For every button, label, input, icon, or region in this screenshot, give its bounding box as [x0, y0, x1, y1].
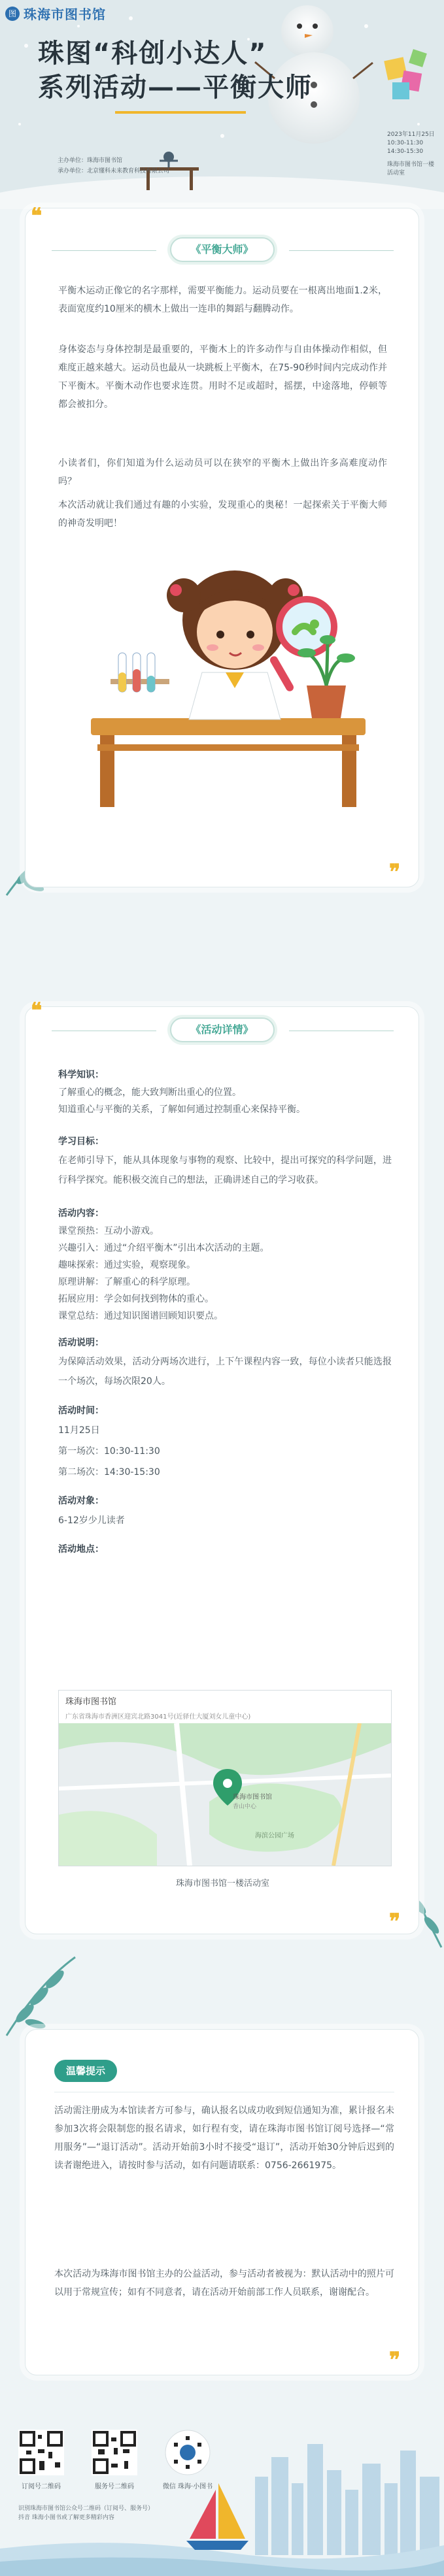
footer-notes [18, 2504, 214, 2522]
page-title [38, 37, 313, 105]
quote-open-icon: ❝ [31, 203, 43, 228]
content-line: 课堂总结：通过知识图谱回顾知识要点。 [58, 1311, 223, 1321]
scientist-girl-illustration [84, 548, 372, 810]
intro-paragraph-3: 小读者们，你们知道为什么运动员可以在狭窄的平衡木上做出许多高难度动作吗？ [58, 458, 387, 487]
map-pin-label: 珠海市图书馆 [233, 1794, 272, 1801]
event-place-box [387, 161, 434, 178]
content-line: 拓展应用：学会如何找到物体的重心。 [58, 1294, 214, 1304]
knowledge-label: 科学知识： [58, 1070, 104, 1080]
qr-subscription-label: 订阅号二维码 [22, 2483, 61, 2490]
map-address: 广东省珠海市香洲区迎宾北路3041号(近驿仕大厦刘女儿童中心) [65, 1713, 251, 1721]
qr-service[interactable] [92, 2430, 137, 2490]
time-label: 活动时间： [58, 1406, 104, 1416]
library-logo[interactable] [5, 4, 106, 23]
time-line: 11月25日 [58, 1425, 100, 1436]
audience-text: 6-12岁少儿读者 [58, 1515, 125, 1526]
tips-paragraph-2: 本次活动为珠海市图书馆主办的公益活动，参与活动者被视为：默认活动中的照片可以用于常规宣传；如有不同意者，请在活动开始前部工作人员联系，谢谢配合。 [54, 2269, 394, 2298]
quote-close-icon: ❞ [389, 1909, 401, 1934]
tips-title: 温馨提示 [54, 2060, 117, 2082]
title-rule-right [289, 250, 394, 251]
qr-code-icon [18, 2430, 64, 2475]
knowledge-line: 了解重心的概念，能大致判断出重心的位置。 [58, 1087, 241, 1098]
footer-skyline [0, 2405, 444, 2576]
content-line: 趣味探索：通过实验，观察现象。 [58, 1260, 196, 1270]
event-session-2: 14:30-15:30 [387, 148, 424, 155]
place-caption: 珠海市图书馆一楼活动室 [175, 1879, 269, 1889]
qr-service-label: 服务号二维码 [95, 2483, 134, 2490]
qr-wechat-label: 微信 珠海·小图书 [162, 2483, 213, 2490]
time-line: 第一场次：10:30-11:30 [58, 1446, 160, 1457]
content-line: 兴趣引入：通过“介绍平衡木”引出本次活动的主题。 [58, 1243, 269, 1253]
hero-background [0, 0, 444, 209]
event-date: 2023年11月25日 [387, 131, 435, 138]
organizers [58, 156, 169, 176]
library-name: 珠海市图书馆 [24, 7, 106, 22]
place-label: 活动地点： [58, 1544, 104, 1555]
content-label: 活动内容： [58, 1208, 104, 1219]
audience-label: 活动对象： [58, 1496, 104, 1506]
content-line: 原理讲解：了解重心的科学原理。 [58, 1277, 196, 1287]
map-road-label: 海滨公园广场 [255, 1832, 294, 1840]
knowledge-line: 知道重心与平衡的关系，了解如何通过控制重心来保持平衡。 [58, 1104, 305, 1115]
goal-text: 在老师引导下，能从具体现象与事物的观察、比较中，提出可探究的科学问题，进行科学探究。能积极交流自己的想法，正确讲述自己的学习收获。 [58, 1155, 392, 1185]
map-place-name: 珠海市图书馆 [65, 1697, 117, 1707]
qr-code-icon [92, 2430, 137, 2475]
location-map[interactable] [58, 1690, 392, 1866]
footer-note-2: 抖音 珠海小图书或了解更多精彩内容 [18, 2515, 114, 2521]
map-pin-sub: 香山中心 [233, 1804, 257, 1810]
rules-text: 为保障活动效果，活动分两场次进行，上下午课程内容一致，每位小读者只能选报一个场次，每场次限20人。 [58, 1357, 392, 1387]
page-title-line-1: 珠图“科创小达人” [38, 39, 267, 69]
qr-wechat[interactable] [162, 2430, 217, 2490]
intro-section-title: 《平衡大师》 [169, 237, 274, 262]
intro-paragraph-2: 身体姿态与身体控制是最重要的，平衡木上的许多动作与自由体操动作相似，但难度正越来越大。运动员也最从一块跳板上平衡木，在75-90秒时间内完成动作并下平衡木。平衡木动作也要求连贯。用时不足或超时，摇摆，中途落地，停顿等都会被扣分。 [58, 344, 387, 410]
intro-paragraph-1: 平衡木运动正像它的名字那样，需要平衡能力。运动员要在一根离出地面1.2米，表面宽度约10厘米的横木上做出一连串的舞蹈与翻腾动作。 [58, 286, 387, 314]
goal-label: 学习目标： [58, 1136, 104, 1147]
details-card [25, 998, 419, 1934]
map-canvas [59, 1723, 391, 1866]
leaf-decoration-icon [0, 1951, 78, 2042]
title-rule-left [52, 250, 156, 251]
tips-card [25, 2029, 419, 2375]
title-underline [115, 111, 246, 114]
library-logo-icon: 图 [5, 7, 20, 21]
details-section-title: 《活动详情》 [169, 1017, 274, 1042]
details-body [58, 1066, 392, 1559]
event-place-2: 活动室 [387, 170, 405, 176]
wechat-qr-icon [165, 2430, 211, 2475]
event-session-1: 10:30-11:30 [387, 140, 424, 146]
event-time-box [387, 131, 435, 156]
qr-subscription[interactable] [18, 2430, 64, 2490]
intro-paragraph-4: 本次活动就让我们通过有趣的小实验，发现重心的奥秘！一起探索关于平衡大师的神奇发明吧！ [58, 500, 387, 529]
organizer-text: 主办单位：珠海市图书馆 [58, 157, 123, 164]
content-line: 课堂预热：互动小游戏。 [58, 1226, 159, 1236]
time-line: 第二场次：14:30-15:30 [58, 1467, 160, 1478]
hero-banner [0, 0, 444, 209]
quote-open-icon: ❝ [31, 998, 43, 1023]
page-title-line-2: 系列活动——平衡大师 [38, 73, 313, 103]
quote-close-icon: ❞ [389, 2347, 401, 2372]
footer-note-1: 识别珠海市图书馆公众号二维码（订阅号、服务号） [18, 2505, 154, 2512]
rules-label: 活动说明： [58, 1338, 104, 1348]
tips-paragraph-1: 活动需注册成为本馆读者方可参与，确认报名以成功收到短信通知为准，累计报名未参加3次将会限制您的报名请求，如行程有变，请在珠海市图书馆订阅号选择—“常用服务”—“退订活动”。活动开始前3小时不接受“退订”，活动开始30分钟后迟到的读者谢绝进入，请按时参与活动，如有问题请联系：0756-2661975。 [54, 2105, 394, 2171]
co-organizer-text: 承办单位：北京懂科未来教育科技有限公司 [58, 168, 170, 174]
event-place-1: 珠海市图书馆一楼 [387, 161, 435, 168]
quote-close-icon: ❞ [389, 859, 401, 884]
intro-card [25, 203, 419, 887]
